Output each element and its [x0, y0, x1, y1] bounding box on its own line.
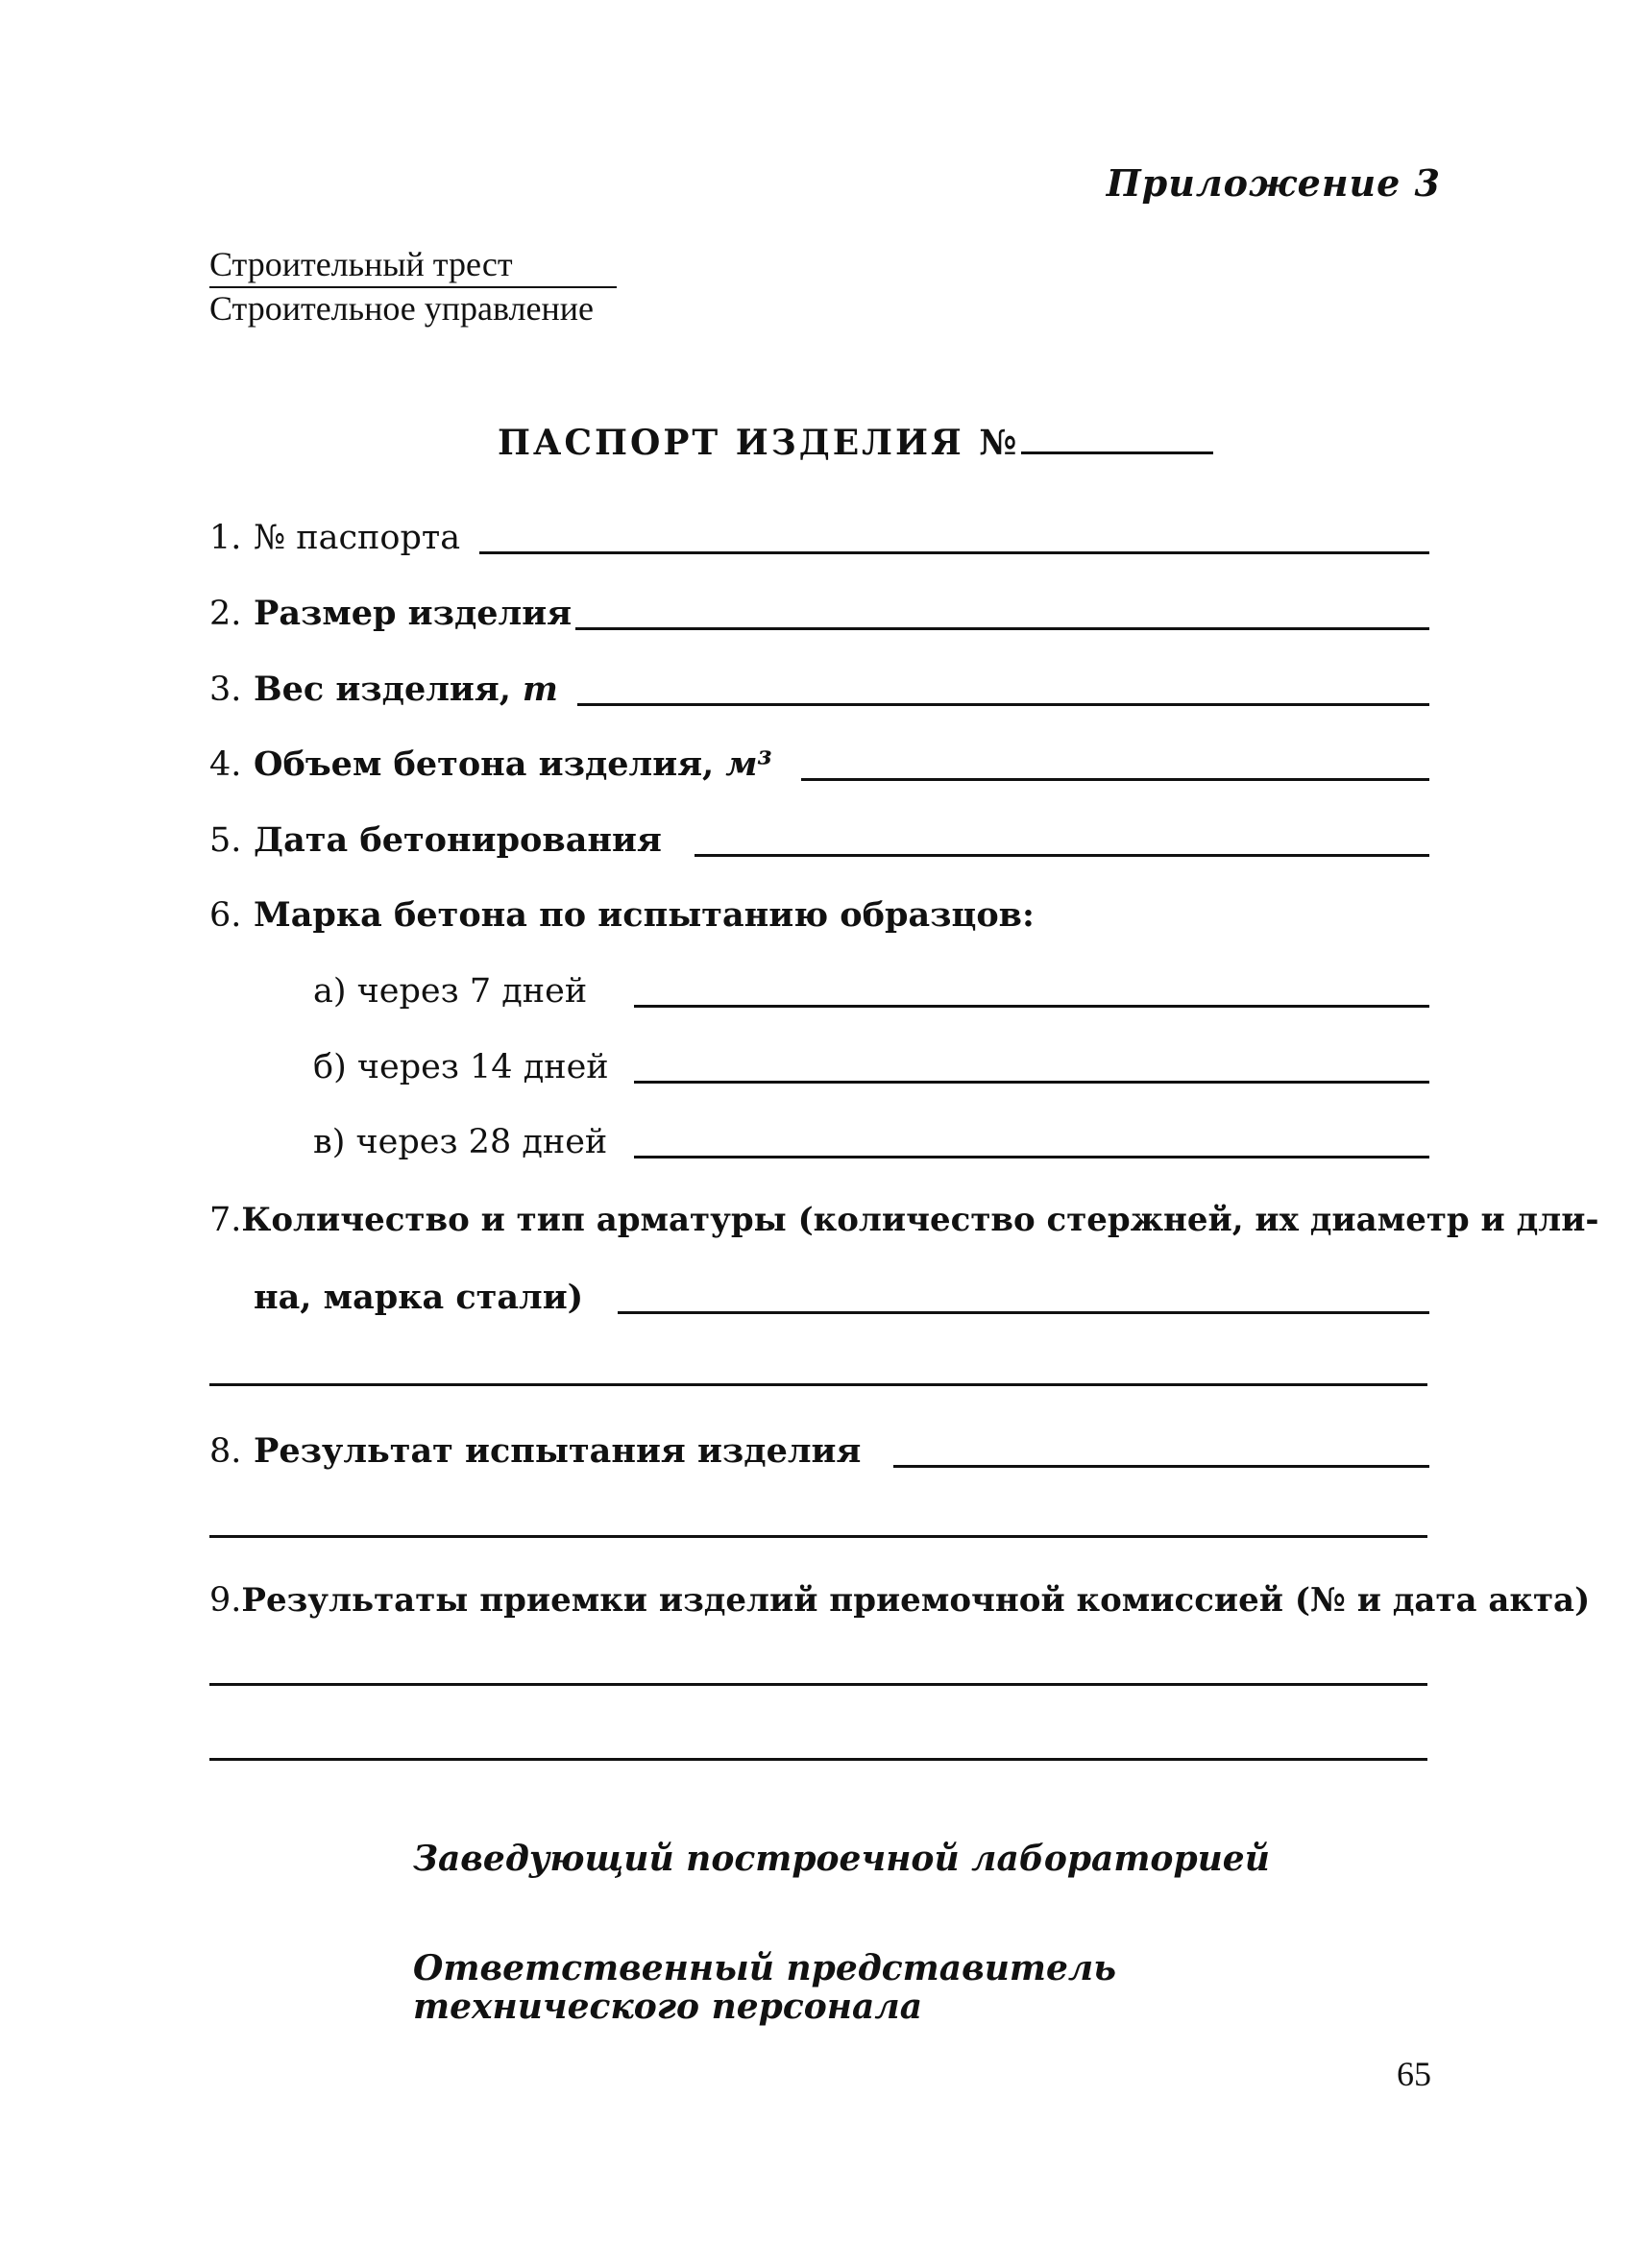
- field-blank-line: [618, 1311, 1429, 1314]
- field-item-size: [209, 594, 1429, 642]
- field-number: 7.: [209, 1201, 242, 1239]
- field-label: Марка бетона по испытанию образцов:: [254, 895, 1035, 935]
- field-blank-line: [801, 778, 1429, 781]
- field-number: 5.: [209, 821, 242, 860]
- field-number: 4.: [209, 745, 242, 784]
- field-concreting-date: [209, 820, 1429, 868]
- appendix-label: Приложение 3: [1106, 161, 1441, 205]
- field-label: № паспорта: [254, 519, 461, 557]
- field-label: а) через 7 дней: [313, 972, 588, 1011]
- field-number: 6.: [209, 896, 242, 935]
- field-blank-line: [577, 703, 1429, 706]
- signature-representative-line1: Ответственный представитель: [413, 1948, 1117, 1988]
- page-number: 65: [1397, 2055, 1431, 2093]
- field-number: 8.: [209, 1432, 242, 1471]
- blank-line: [209, 1535, 1427, 1538]
- signature-representative-line2: технического персонала: [413, 1987, 923, 2027]
- field-passport-number: [209, 519, 1429, 567]
- field-number: 3.: [209, 671, 242, 709]
- field-blank-line: [893, 1465, 1429, 1468]
- field-label: б) через 14 дней: [313, 1048, 609, 1086]
- field-blank-line: [575, 627, 1429, 630]
- field-blank-line: [695, 854, 1429, 857]
- document-title: [498, 423, 1213, 463]
- field-reinforcement-continued: [254, 1278, 1429, 1326]
- field-item-weight: [209, 670, 1429, 718]
- field-concrete-grade: [209, 895, 1429, 943]
- field-grade-28-days: [313, 1123, 1429, 1171]
- field-blank-line: [634, 1081, 1429, 1084]
- field-blank-line: [634, 1156, 1429, 1158]
- field-unit: м³: [725, 744, 772, 784]
- field-label: Размер изделия: [254, 594, 573, 633]
- field-label: Результаты приемки изделий приемочной комиссией (№ и дата акта): [241, 1581, 1591, 1620]
- field-number: 2.: [209, 595, 242, 633]
- org-department: Строительное управление: [209, 289, 594, 328]
- field-acceptance-results: [209, 1581, 1591, 1629]
- field-blank-line: [634, 1005, 1429, 1008]
- field-blank-line: [479, 551, 1429, 554]
- field-label: в) через 28 дней: [313, 1123, 608, 1161]
- field-label: Количество и тип арматуры (количество стержней, их диаметр и дли-: [241, 1201, 1599, 1239]
- field-reinforcement: [209, 1201, 1599, 1249]
- field-unit: т: [522, 670, 558, 709]
- title-text: ПАСПОРТ ИЗДЕЛИЯ №: [498, 423, 1020, 463]
- org-trust: Строительный трест: [209, 245, 513, 283]
- blank-line: [209, 1383, 1427, 1386]
- field-label: Результат испытания изделия: [254, 1431, 862, 1471]
- field-grade-14-days: [313, 1048, 1429, 1096]
- title-blank-line: [1021, 451, 1213, 454]
- field-label: на, марка стали): [254, 1278, 584, 1317]
- field-test-result: [209, 1431, 1429, 1479]
- blank-line: [209, 1758, 1427, 1761]
- field-label: Вес изделия,: [254, 670, 511, 709]
- signature-lab-head: Заведующий построечной лабораторией: [413, 1839, 1270, 1879]
- field-number: 1.: [209, 519, 242, 557]
- blank-line: [209, 1683, 1427, 1686]
- field-concrete-volume: [209, 744, 1429, 793]
- field-label: Дата бетонирования: [254, 820, 662, 860]
- field-grade-7-days: [313, 972, 1429, 1020]
- field-label: Объем бетона изделия,: [254, 744, 715, 784]
- field-number: 9.: [209, 1581, 242, 1620]
